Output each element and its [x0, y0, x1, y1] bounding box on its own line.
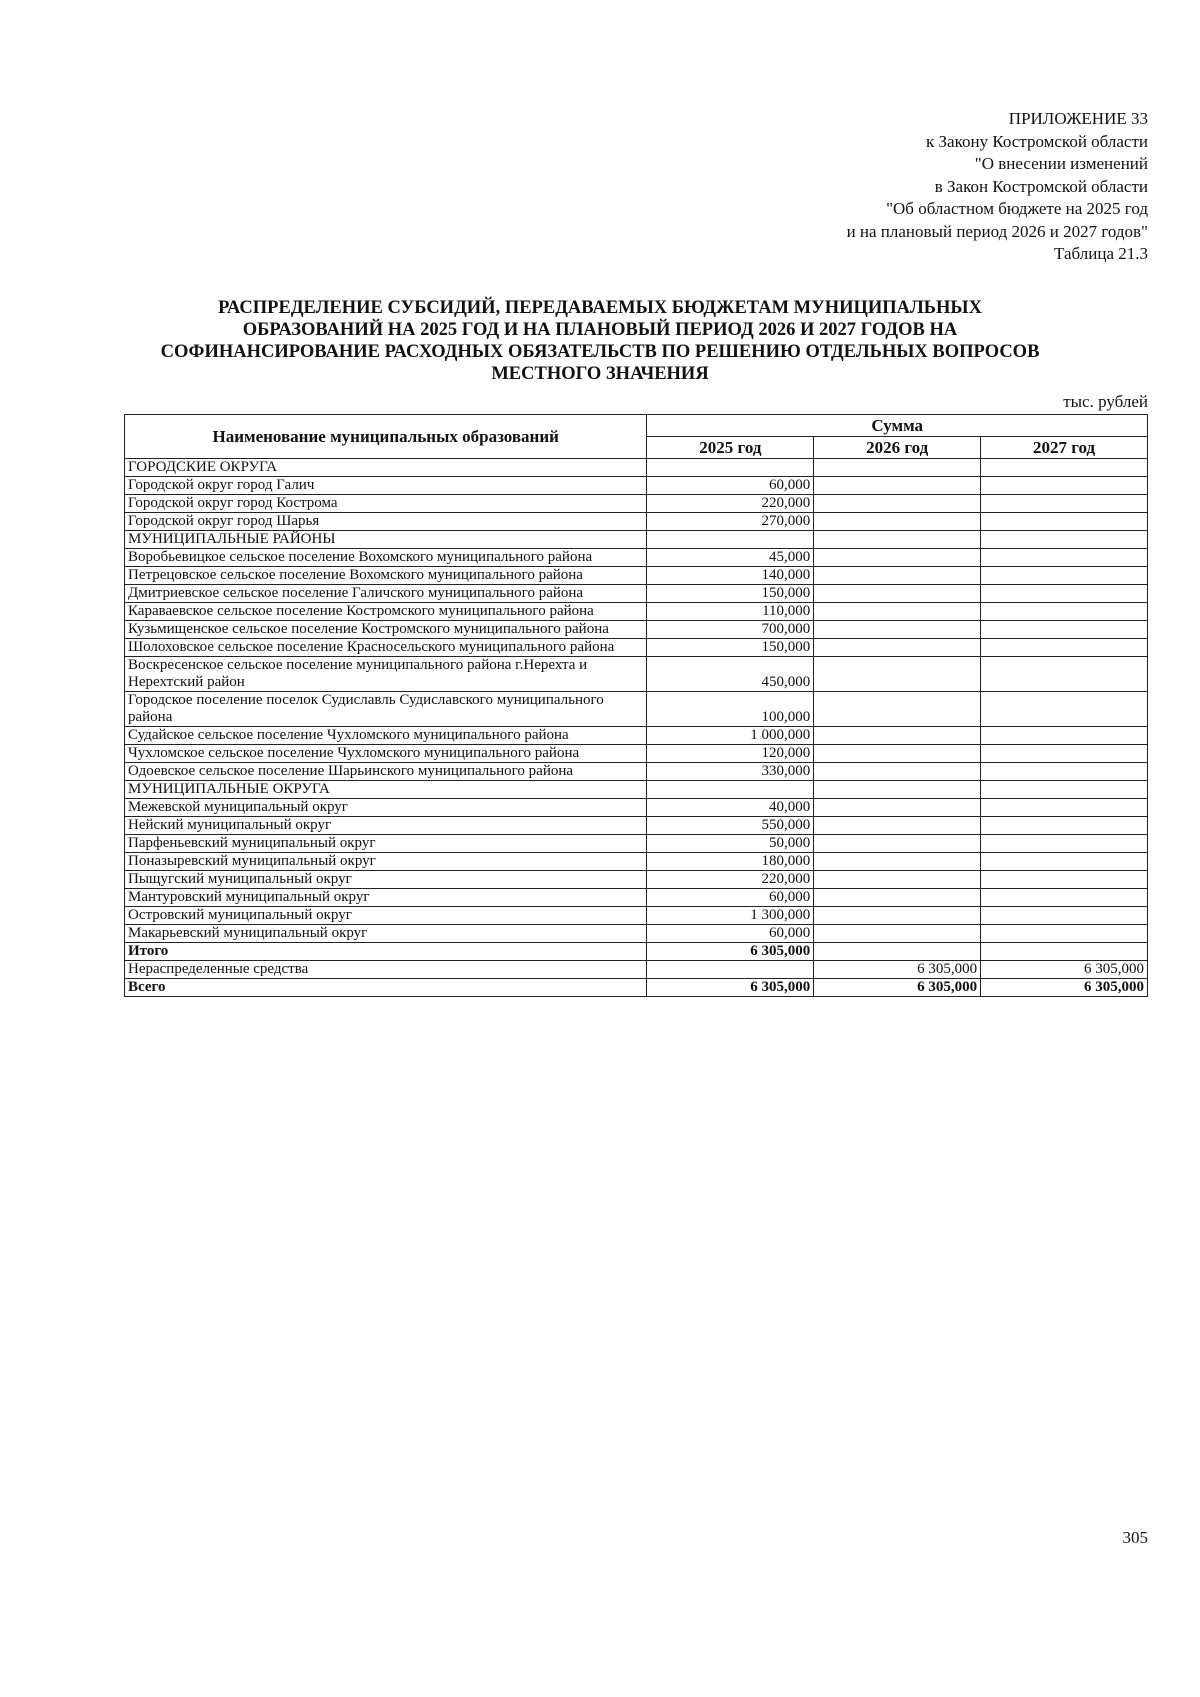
- table-row: [125, 549, 1148, 567]
- table-row: [125, 603, 1148, 621]
- table-row: [125, 621, 1148, 639]
- table-row: [125, 799, 1148, 817]
- value-cell-2025: 450,000: [647, 657, 814, 692]
- table-row: [125, 495, 1148, 513]
- value-cell-2027: 6 305,000: [981, 961, 1148, 979]
- title-line: ОБРАЗОВАНИЙ НА 2025 ГОД И НА ПЛАНОВЫЙ ПЕРИОД 2026 И 2027 ГОДОВ НА: [242, 320, 958, 340]
- value-cell-2027: [981, 817, 1148, 835]
- value-cell-2026: 6 305,000: [814, 961, 981, 979]
- row-name-cell: Городское поселение поселок Судиславль Судиславского муниципального района: [125, 692, 647, 727]
- table-row: [125, 979, 1148, 997]
- value-cell-2026: [814, 495, 981, 513]
- value-cell-2027: [981, 621, 1148, 639]
- row-name-cell: Чухломское сельское поселение Чухломского муниципального района: [125, 745, 647, 763]
- row-name-cell: МУНИЦИПАЛЬНЫЕ ОКРУГА: [125, 781, 647, 799]
- value-cell-2025: 60,000: [647, 477, 814, 495]
- row-name-cell: МУНИЦИПАЛЬНЫЕ РАЙОНЫ: [125, 531, 647, 549]
- row-name-cell: Поназыревский муниципальный округ: [125, 853, 647, 871]
- header-year-2025: 2025 год: [647, 437, 814, 459]
- value-cell-2027: [981, 495, 1148, 513]
- row-name-cell: Островский муниципальный округ: [125, 907, 647, 925]
- value-cell-2027: [981, 692, 1148, 727]
- value-cell-2027: [981, 513, 1148, 531]
- value-cell-2025: 6 305,000: [647, 943, 814, 961]
- row-name-cell: Нераспределенные средства: [125, 961, 647, 979]
- table-row: [125, 871, 1148, 889]
- value-cell-2026: [814, 925, 981, 943]
- value-cell-2026: [814, 549, 981, 567]
- page-number: 305: [1122, 1528, 1148, 1547]
- value-cell-2026: [814, 745, 981, 763]
- value-cell-2027: [981, 907, 1148, 925]
- row-name-cell: Кузьмищенское сельское поселение Костромского муниципального района: [125, 621, 647, 639]
- table-row: [125, 727, 1148, 745]
- subsidies-table: [124, 414, 1148, 997]
- table-row: [125, 639, 1148, 657]
- value-cell-2027: [981, 763, 1148, 781]
- row-name-cell: Итого: [125, 943, 647, 961]
- value-cell-2025: 110,000: [647, 603, 814, 621]
- table-row: [125, 657, 1148, 692]
- value-cell-2027: [981, 799, 1148, 817]
- table-row: [125, 585, 1148, 603]
- value-cell-2026: [814, 639, 981, 657]
- row-name-cell: Дмитриевское сельское поселение Галичского муниципального района: [125, 585, 647, 603]
- value-cell-2027: [981, 943, 1148, 961]
- table-row: [125, 853, 1148, 871]
- table-row: [125, 513, 1148, 531]
- table-row: [125, 781, 1148, 799]
- value-cell-2027: [981, 835, 1148, 853]
- value-cell-2027: 6 305,000: [981, 979, 1148, 997]
- row-name-cell: Петрецовское сельское поселение Вохомского муниципального района: [125, 567, 647, 585]
- row-name-cell: Воробьевицкое сельское поселение Вохомского муниципального района: [125, 549, 647, 567]
- row-name-cell: Одоевское сельское поселение Шарьинского муниципального района: [125, 763, 647, 781]
- value-cell-2026: [814, 799, 981, 817]
- table-row: [125, 459, 1148, 477]
- row-name-cell: Судайское сельское поселение Чухломского муниципального района: [125, 727, 647, 745]
- value-cell-2026: [814, 871, 981, 889]
- value-cell-2026: [814, 459, 981, 477]
- row-name-cell: Всего: [125, 979, 647, 997]
- value-cell-2026: [814, 692, 981, 727]
- value-cell-2026: [814, 907, 981, 925]
- table-row: [125, 531, 1148, 549]
- table-row: [125, 907, 1148, 925]
- table-row: [125, 477, 1148, 495]
- value-cell-2026: [814, 817, 981, 835]
- header-year-2027: 2027 год: [981, 437, 1148, 459]
- table-row: [125, 692, 1148, 727]
- value-cell-2025: 6 305,000: [647, 979, 814, 997]
- table-row: [125, 763, 1148, 781]
- value-cell-2027: [981, 853, 1148, 871]
- value-cell-2025: 50,000: [647, 835, 814, 853]
- value-cell-2027: [981, 657, 1148, 692]
- appendix-header-line: ПРИЛОЖЕНИЕ 33: [1008, 109, 1148, 128]
- row-name-cell: Парфеньевский муниципальный округ: [125, 835, 647, 853]
- value-cell-2026: [814, 603, 981, 621]
- value-cell-2025: 550,000: [647, 817, 814, 835]
- title-line: МЕСТНОГО ЗНАЧЕНИЯ: [491, 364, 709, 384]
- appendix-header: [628, 108, 1148, 266]
- value-cell-2025: 45,000: [647, 549, 814, 567]
- value-cell-2025: 150,000: [647, 639, 814, 657]
- value-cell-2025: 220,000: [647, 871, 814, 889]
- value-cell-2025: 40,000: [647, 799, 814, 817]
- value-cell-2025: 1 000,000: [647, 727, 814, 745]
- value-cell-2026: [814, 889, 981, 907]
- value-cell-2026: [814, 853, 981, 871]
- value-cell-2027: [981, 567, 1148, 585]
- table-row: [125, 835, 1148, 853]
- value-cell-2025: 150,000: [647, 585, 814, 603]
- table-number: Таблица 21.3: [1054, 244, 1148, 263]
- table-row: [125, 745, 1148, 763]
- row-name-cell: ГОРОДСКИЕ ОКРУГА: [125, 459, 647, 477]
- value-cell-2025: [647, 531, 814, 549]
- header-sum: Сумма: [647, 415, 1148, 437]
- value-cell-2025: 220,000: [647, 495, 814, 513]
- table-row: [125, 817, 1148, 835]
- table-body: [125, 459, 1148, 997]
- value-cell-2025: [647, 781, 814, 799]
- row-name-cell: Городской округ город Галич: [125, 477, 647, 495]
- title-line: РАСПРЕДЕЛЕНИЕ СУБСИДИЙ, ПЕРЕДАВАЕМЫХ БЮДЖЕТАМ МУНИЦИПАЛЬНЫХ: [218, 298, 982, 318]
- value-cell-2027: [981, 477, 1148, 495]
- document-title: [120, 297, 1080, 385]
- row-name-cell: Городской округ город Шарья: [125, 513, 647, 531]
- header-year-2026: 2026 год: [814, 437, 981, 459]
- value-cell-2025: 330,000: [647, 763, 814, 781]
- row-name-cell: Мантуровский муниципальный округ: [125, 889, 647, 907]
- header-name-column: Наименование муниципальных образований: [125, 415, 647, 459]
- value-cell-2025: 100,000: [647, 692, 814, 727]
- table-row: [125, 925, 1148, 943]
- value-cell-2027: [981, 639, 1148, 657]
- value-cell-2025: 60,000: [647, 925, 814, 943]
- value-cell-2025: 120,000: [647, 745, 814, 763]
- row-name-cell: Межевской муниципальный округ: [125, 799, 647, 817]
- value-cell-2027: [981, 781, 1148, 799]
- value-cell-2026: [814, 585, 981, 603]
- value-cell-2027: [981, 925, 1148, 943]
- appendix-header-line: в Закон Костромской области: [934, 176, 1148, 196]
- row-name-cell: Пыщугский муниципальный округ: [125, 871, 647, 889]
- value-cell-2026: [814, 567, 981, 585]
- table-row: [125, 961, 1148, 979]
- appendix-header-line: "Об областном бюджете на 2025 год: [886, 199, 1148, 218]
- appendix-header-line: к Закону Костромской области: [926, 131, 1148, 151]
- value-cell-2027: [981, 459, 1148, 477]
- units-label: тыс. рублей: [1063, 392, 1148, 411]
- value-cell-2027: [981, 727, 1148, 745]
- value-cell-2025: 700,000: [647, 621, 814, 639]
- title-line: СОФИНАНСИРОВАНИЕ РАСХОДНЫХ ОБЯЗАТЕЛЬСТВ ПО РЕШЕНИЮ ОТДЕЛЬНЫХ ВОПРОСОВ: [160, 342, 1040, 362]
- table-row: [125, 943, 1148, 961]
- value-cell-2025: 1 300,000: [647, 907, 814, 925]
- appendix-header-line: и на плановый период 2026 и 2027 годов": [846, 221, 1148, 241]
- value-cell-2025: 270,000: [647, 513, 814, 531]
- value-cell-2027: [981, 549, 1148, 567]
- value-cell-2027: [981, 603, 1148, 621]
- value-cell-2026: [814, 513, 981, 531]
- value-cell-2025: 60,000: [647, 889, 814, 907]
- value-cell-2027: [981, 871, 1148, 889]
- value-cell-2025: [647, 459, 814, 477]
- value-cell-2026: [814, 621, 981, 639]
- row-name-cell: Шолоховское сельское поселение Красносельского муниципального района: [125, 639, 647, 657]
- value-cell-2026: [814, 727, 981, 745]
- row-name-cell: Макарьевский муниципальный округ: [125, 925, 647, 943]
- value-cell-2026: [814, 763, 981, 781]
- value-cell-2026: [814, 781, 981, 799]
- value-cell-2025: [647, 961, 814, 979]
- row-name-cell: Городской округ город Кострома: [125, 495, 647, 513]
- value-cell-2026: [814, 531, 981, 549]
- value-cell-2026: [814, 477, 981, 495]
- row-name-cell: Нейский муниципальный округ: [125, 817, 647, 835]
- table-row: [125, 567, 1148, 585]
- row-name-cell: Воскресенское сельское поселение муниципального района г.Нерехта и Нерехтский район: [125, 657, 647, 692]
- value-cell-2026: 6 305,000: [814, 979, 981, 997]
- value-cell-2026: [814, 657, 981, 692]
- table-row: [125, 889, 1148, 907]
- value-cell-2027: [981, 585, 1148, 603]
- row-name-cell: Караваевское сельское поселение Костромского муниципального района: [125, 603, 647, 621]
- value-cell-2027: [981, 531, 1148, 549]
- value-cell-2025: 140,000: [647, 567, 814, 585]
- value-cell-2027: [981, 745, 1148, 763]
- value-cell-2026: [814, 943, 981, 961]
- value-cell-2027: [981, 889, 1148, 907]
- value-cell-2026: [814, 835, 981, 853]
- value-cell-2025: 180,000: [647, 853, 814, 871]
- appendix-header-line: "О внесении изменений: [974, 154, 1148, 173]
